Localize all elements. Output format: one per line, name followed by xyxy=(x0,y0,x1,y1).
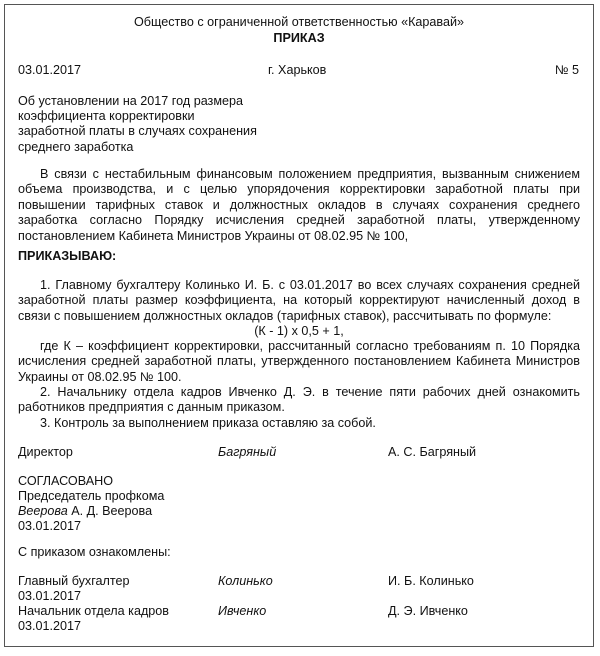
acquainted-date: 03.01.2017 xyxy=(18,589,82,603)
agreed-label: СОГЛАСОВАНО xyxy=(18,474,113,488)
document-date: 03.01.2017 xyxy=(18,63,82,77)
order-item-3: 3. Контроль за выполнением приказа оставляю за собой. xyxy=(40,416,376,430)
acquainted-position: Главный бухгалтер xyxy=(18,574,130,588)
acquainted-signature: Колинько xyxy=(218,574,273,588)
formula-explanation: где К – коэффициент корректировки, рассчитанный согласно требованиям п. 10 Порядка исчисления средней заработной платы, утвержденного постановлением Кабинета Министров Украины от 08.02.95 № 100. xyxy=(18,339,580,384)
agreed-position: Председатель профкома xyxy=(18,489,165,503)
acquainted-name: И. Б. Колинько xyxy=(388,574,474,588)
director-title: Директор xyxy=(18,445,73,459)
acquainted-position: Начальник отдела кадров xyxy=(18,604,169,618)
subject-line: среднего заработка xyxy=(18,139,134,154)
agreed-signature: Веерова xyxy=(18,504,68,518)
order-subject xyxy=(18,94,257,155)
agreed-signature-line xyxy=(18,504,152,519)
agreed-date: 03.01.2017 xyxy=(18,519,82,533)
order-heading: ПРИКАЗЫВАЮ: xyxy=(18,249,117,263)
acquainted-date: 03.01.2017 xyxy=(18,619,82,633)
subject-line: коэффициента корректировки xyxy=(18,109,195,124)
acquainted-label: С приказом ознакомлены: xyxy=(18,545,171,559)
director-name: А. С. Багряный xyxy=(388,445,477,459)
subject-line: заработной платы в случаях сохранения xyxy=(18,124,257,139)
order-document xyxy=(4,4,594,647)
organization-name: Общество с ограниченной ответственностью «Каравай» xyxy=(133,15,465,29)
order-item-1: 1. Главному бухгалтеру Колинько И. Б. с 03.01.2017 во всех случаях сохранения средней заработной платы размер коэффициента, на который корректируют начисленный доход в связи с повышением должностных окладов (тарифных ставок), рассчитывать по формуле: xyxy=(18,278,580,323)
acquainted-name: Д. Э. Ивченко xyxy=(388,604,468,618)
director-signature: Багряный xyxy=(218,445,277,459)
preamble-paragraph: В связи с нестабильным финансовым положением предприятия, вызванным снижением объема производства, и с целью упорядочения корректировки заработной платы при повышении тарифных ставок и должностных окладов в случаях сохранения среднего заработка согласно Порядку исчисления средней заработной платы, утвержденному постановлением Кабинета Министров Украины от 08.02.95 № 100, xyxy=(18,167,580,243)
formula: (К - 1) x 0,5 + 1, xyxy=(254,324,344,338)
order-item-2: 2. Начальнику отдела кадров Ивченко Д. Э. в течение пяти рабочих дней ознакомить работников предприятия с данным приказом. xyxy=(18,385,580,415)
subject-line: Об установлении на 2017 год размера xyxy=(18,94,244,108)
acquainted-signature: Ивченко xyxy=(218,604,267,618)
document-type: ПРИКАЗ xyxy=(273,31,325,45)
agreed-name: А. Д. Веерова xyxy=(71,504,153,518)
document-number: № 5 xyxy=(554,63,579,77)
document-city: г. Харьков xyxy=(268,63,327,77)
